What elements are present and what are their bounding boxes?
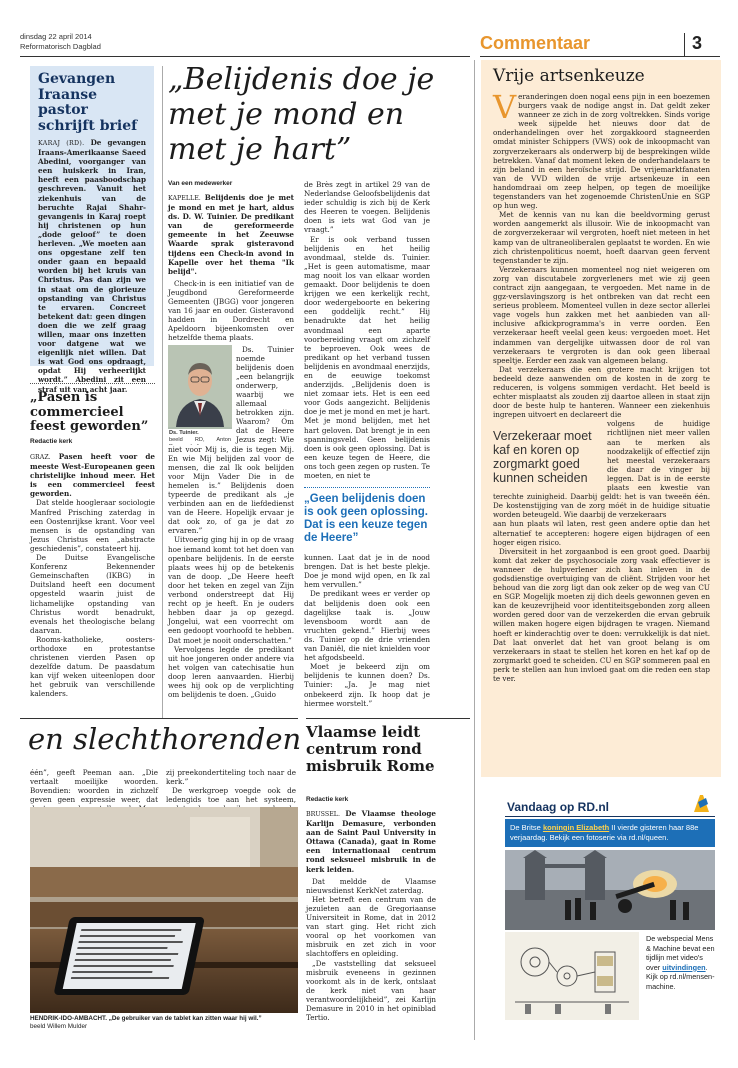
tablet-caption xyxy=(30,1015,300,1031)
tablet-photo xyxy=(30,807,298,1013)
commentaar-paragraph: eranderingen doen nogal eens pijn in een boezemen burgers vaak de nodige angst in. Dat geldt zeker wanneer ze zich in de zorg voltrekken. Sinds vorige week sijpelde het nieuws door dat de onderhandelingen over het zorgakkoord stagneerden omdat minister Schippers (VWS) ook de inkoopmacht van zorgverzekeraars als onderwerp bij de besprekingen wilde betrekken. Vanaf dat moment leken de onderhandelaars te zijn beland in een heroïsche strijd. De vrijemarktfanaten van de VVD wilden de vrije artsenkeuze in een handomdraai om zeep helpen, op tegen de moeilijke tegenstanders van het zogenoemde ChristenUnie en SGP op hun weg. xyxy=(493,92,710,211)
mid-rule-right xyxy=(306,718,470,719)
pasen-dateline: GRAZ. xyxy=(30,454,51,461)
pasen-headline: „Pasen is commercieel feest geworden” xyxy=(30,390,149,434)
vlaamse-dateline: BRUSSEL. xyxy=(306,811,340,818)
pasen-body xyxy=(30,452,155,699)
center-right-divider xyxy=(474,60,475,1040)
rdnl-side-post: . Kijk op rd.nl/mensen-machine. xyxy=(646,962,715,991)
masthead-divider xyxy=(684,33,685,57)
iran-box xyxy=(30,66,154,394)
photo-caption-credit: beeld RD, Anton xyxy=(169,436,231,443)
rdnl-uitvindingen-link[interactable]: uitvindingen xyxy=(662,962,706,972)
tablet-caption-credit: beeld Willem Mulder xyxy=(30,1023,88,1030)
belijdenis-paragraph: kunnen. Laat dat je in de nood brengen. Dat is het beste plekje. Doe je mond wijd open, en Ik zal hem vervullen.” xyxy=(304,553,430,590)
belijdenis-paragraph: de Brès zegt in artikel 29 van de Nederlandse Geloofsbelijdenis dat ieder schuldig is zich bij de Kerk des Heeren te voegen. Belijdenis doen is iets wat God van je vraagt.” xyxy=(304,180,430,235)
tower-bridge-graphic xyxy=(505,850,715,930)
iran-lead: De gevangen Iraans-Amerikaanse Saeed Abedini, voorganger van een huiskerk in Iran, heeft een paasboodschap geschreven. Vanuit het ziekenhuis van de beruchte Rajai Shahr-gevangenis in Karaj roept hij christenen op hun „dode geloof” te doen herleven. „We moeten aan ons opgestane zelf ten onder gaan en bepaald worden bij het kruis van Christus. Pas dan zijn we in staat om de glorieuze opstanding van Christus te ervaren. Concreet betekent dat: geen dingen doen die we zelf graag willen, maar ons inzetten voor datgene wat we eigenlijk niet willen. Dat is wat God ons opdraagt, opdat Hij verheerlijkt wordt.” Abedini zit een straf uit van acht jaar. xyxy=(38,138,146,394)
belijdenis-paragraph: Ds. Tuinier noemde belijdenis doen „een belangrijk onderwerp, waarbij we allemaal betrokken zijn. Waarom? Om dat de Heere Jezus zegt: Wie niet voor Mij is, die is tegen Mij. En wie Mij belijden zal voor de mensen, die zal Ik ook belijden voor Mijn Vader Die in de hemelen is.” Belijdenis doen typeerde de predikant als „je verbinden aan en de liefdedienst van de Heere. Hopelijk ervaar je dat ook zo, of ga je dat zo ervaren.” xyxy=(168,344,294,536)
rdnl-banner xyxy=(505,819,715,847)
rdnl-banner-post: II vierde gisteren haar 88e verjaardag. Bekijk een fotoserie via rd.nl/queen. xyxy=(510,823,699,842)
belijdenis-paragraph: Uitvoerig ging hij in op de vraag hoe iemand komt tot het doen van openbare belijdenis. In de eerste plaats wees hij op de betekenis van de doop. „De Heere heeft door het teken en zegel van Zijn verbond onderstreept dat Hij recht op je heeft. En je ouders hebben daar ja op gezegd. Jongelui, wat een voorrecht om een gedoopt voorhoofd te hebben. Dat moet je nooit onderschatten.” xyxy=(168,535,294,645)
iran-dateline: KARAJ (RD). xyxy=(38,140,85,147)
belijdenis-paragraph: Moet je bekeerd zijn om belijdenis te kunnen doen? Ds. Tuinier: „Ja. Je mag niet onbekeerd zijn. Ik hoop dat je hiermee worstelt.” xyxy=(304,662,430,708)
belijdenis-byline: Van een medewerker xyxy=(168,180,233,187)
iran-headline: Gevangen Iraanse pastor schrijft brief xyxy=(38,71,138,134)
rdnl-machine-photo xyxy=(505,932,639,1020)
top-rule xyxy=(20,56,470,57)
commentaar-body xyxy=(493,88,710,683)
pasen-dots xyxy=(30,383,155,384)
belijdenis-lead: Belijdenis doe je met je mond en met je hart, aldus ds. D. W. Tuinier. De predikant van de gereformeerde gemeente in het Zeeuwse Waarde sprak gisteravond tijdens een Check-in avond in Kapelle over het thema "Ik belijd". xyxy=(168,193,294,276)
photo-caption-name: Ds. Tuinier. xyxy=(169,429,199,436)
portrait-graphic xyxy=(168,345,232,427)
rdnl-title: Vandaag op RD.nl xyxy=(507,800,610,814)
masthead-paper: Reformatorisch Dagblad xyxy=(20,42,101,51)
pasen-lead: Pasen heeft voor de meeste West-Europeanen geen christelijke inhoud meer. Het is een commercieel feest geworden. xyxy=(30,452,155,499)
commentaar-paragraph: Met de kennis van nu kan die beeldvorming gerust worden aangemerkt als illusoir. Wie de inkoopmacht van de zorgverzekeraar wil vergroten, hoeft niet meteen in het kamp van de ultraneoliberalen geplaatst te worden. En wie zich christenpoliticus noemt, hoeft daarvan geen fervent tegenstander te zijn. xyxy=(493,210,710,265)
rdnl-rule xyxy=(505,816,715,817)
rdnl-photo xyxy=(505,850,715,930)
rdnl-side-text xyxy=(646,934,716,991)
commentaar-paragraph: aan hun plaats wil laten, rest geen andere optie dan het alternatief te accepteren: hogere eigen bijdragen of een hoger eigen risico. xyxy=(493,519,710,547)
rd-logo-graphic xyxy=(690,792,712,814)
commentaar-box xyxy=(481,60,721,777)
left-column-divider xyxy=(162,66,163,718)
belijdenis-pullquote: „Geen belijdenis doen is ook geen oplossing. Dat is een keuze tegen de Heere” xyxy=(304,487,430,545)
section-title: Commentaar xyxy=(480,33,591,53)
tablet-caption-place: HENDRIK-IDO-AMBACHT. xyxy=(30,1015,107,1022)
belijdenis-paragraph: De predikant wees er verder op dat belijdenis doen ook een dagelijkse taak is. „Jouw levensboom wordt aan de vruchten gekend.” Hierbij wees ds. Tuinier op de drie vrienden van Daniël, die niet knielden voor het afgodsbeeld. xyxy=(304,589,430,663)
rdnl-side-pre: De webspecial Mens & Machine bevat een tijdlijn met video's over xyxy=(646,934,715,972)
pasen-paragraph: De Duitse Evangelische Konferenz Bekennender Gemeinschaften (IKBG) in Duitsland heeft een document opgesteld waarin juist de lichamelijke opstanding van Christus wordt benadrukt, evenals het theologische belang daarvan. xyxy=(30,553,155,635)
pasen-paragraph: Dat stelde hoogleraar sociologie Manfred Prisching zaterdag in een Oostenrijkse krant. Voor veel mensen is de opstanding van Jezus Christus een „abstracte geschiedenis”, constateert hij. xyxy=(30,498,155,553)
belijdenis-paragraph: Check-in is een initiatief van de Jeugdbond Gereformeerde Gemeenten (JBGG) voor jongeren van 16 jaar en ouder. Gisteravond hadden in Dordrecht en Apeldoorn bijeenkomsten over hetzelfde thema plaats. xyxy=(168,278,294,343)
rdnl-banner-pre: De Britse xyxy=(510,823,543,832)
rdnl-queen-link[interactable]: koningin Elizabeth xyxy=(542,823,610,832)
machine-cartoon-graphic xyxy=(505,932,639,1020)
mid-rule xyxy=(20,718,298,719)
vlaamse-paragraph: Dat meldde de Vlaamse nieuwsdienst KerkNet zaterdag. xyxy=(306,876,436,895)
slecht-col1: één”, geeft Peeman aan. „Die vertaalt moeilijke woorden. Bovendien: woorden in zichzelf geven geen expressie weer, dat xyxy=(30,768,158,805)
slecht-paragraph: De werkgroep voegde ook de ledengids toe aan het systeem, xyxy=(166,786,296,805)
rdnl-logo-icon xyxy=(690,792,712,814)
vlaamse-body xyxy=(306,809,436,1022)
pasen-byline: Redactie kerk xyxy=(30,438,73,445)
pasen-paragraph: Rooms-katholieke, oosters-orthodoxe en protestantse christenen vierden Pasen op dezelfde datum. De paasdatum kan vijf weken uiteenlopen door het gebruik van verschillende kalenders. xyxy=(30,634,155,699)
vlaamse-paragraph: Het betreft een centrum van de jezuïeten aan de Gregoriaanse Universiteit in Rome, dat in 2012 van start ging. Het richt zich vooral op het voorkomen van misbruik en zet zich in voor slachtoffers en opleiding. xyxy=(306,894,436,959)
masthead-date: dinsdag 22 april 2014 xyxy=(20,32,92,41)
belijdenis-col2 xyxy=(304,180,430,708)
vlaamse-headline: Vlaamse leidt centrum rond misbruik Rome xyxy=(306,723,435,775)
vlaamse-paragraph: „De vaststelling dat seksueel misbruik eveneens in gezinnen voorkomt als in de kerk, ontslaat de kerk niet van haar verantwoordelijkheid”, zei Karlijn Demasure in 2010 in het opiniblad Tertio. xyxy=(306,958,436,1023)
belijdenis-dateline: KAPELLE. xyxy=(168,195,201,202)
commentaar-paragraph: Dat verzekeraars die een grotere macht krijgen tot bedeeld deze aanwenden om de kosten in de zorg te reduceren, is volgens sommigen verdacht. Het beeld is echter misplaatst als zouden zij daartoe alleen in staat zijn door de beste hulp te hanteren. Wanneer een ziekenhuis ingrepen uitvoert en declareert die xyxy=(493,364,710,420)
page-number: 3 xyxy=(692,33,703,53)
tablet-caption-text: „De gebruiker van de tablet kan zitten waar hij wil.” xyxy=(108,1015,262,1022)
belijdenis-paragraph: Vervolgens legde de predikant uit hoe jongeren onder andere via het volgen van catechisatie hun doop leren aanvaarden. Hierbij wees hij ook op de verplichting om belijdenis te doen. „Guido xyxy=(168,644,294,700)
belijdenis-headline: „Belijdenis doe je met je mond en met je hart” xyxy=(168,62,435,167)
belijdenis-col1 xyxy=(168,193,294,699)
vlaamse-byline: Redactie kerk xyxy=(306,796,349,803)
commentaar-paragraph: Diversiteit in het zorgaanbod is een groot goed. Daarbij komt dat zeker de psychosociale zorg vaak effectiever is wanneer de hulpverlener zich kan inleven in de godsdienstige overtuiging van de cliënt. Strijden voor het behoud van die zorg ligt dan ook zeker op de weg van CU en SGP. Mogelijk moeten zij dich deels gewonnen geven en kan de keuzevrijheid voor identiteitsgebonden zorg alleen worden gered door van de verzekerden die ervan gebruik willen maken hogere eigen bijdragen te vragen. Niemand hoeft er kinderachtig over te doen: verrukkelijk is dat niet. Dat laat onverlet dat het van groot belang is om verzekeraars in staat te stellen het koren en het kaf op de zorgmarkt goed te scheiden. CU en SGP sommeren paal en perk te stellen aan hun invloed gaat om die reden een stap te ver. xyxy=(493,546,710,683)
commentaar-paragraph: volgens de huidige richtlijnen niet meer vallen aan te merken als noodzakelijk of effectief zijn het meestal verzekeraars die daar de vinger bij leggen. Dat is in de eerste plaats een kwestie van terechte zuinigheid. Daarbij geldt: het is van tweeën één. De kostenstijging van de zorg móét in de huidige situatie worden beteugeld. Wie daarbij de verzekeraars xyxy=(493,419,710,520)
photo-tuinier xyxy=(168,345,232,445)
slecht-paragraph: zij preekondertiteling toch naar de kerk.” xyxy=(166,768,296,787)
top-rule-right xyxy=(480,56,720,57)
iran-text xyxy=(38,138,146,394)
commentaar-pullquote: Verzekeraar moet kaf en koren op zorgmarkt goed kunnen scheiden xyxy=(493,429,592,486)
vlaamse-lead: De Vlaamse theologe Karlijn Demasure, verbonden aan de Saint Paul University in Ottawa (Canada), gaat in Rome een internationaal centrum rond seksueel misbruik in de kerk leiden. xyxy=(306,809,436,874)
belijdenis-paragraph: Er is ook verband tussen belijdenis en het heilig avondmaal, stelde ds. Tuinier. „Het is geen automatisme, maar mag nooit los van elkaar worden gemaakt. Door belijdenis te doen krijgen we een kerkelijk recht, door wedergeboorte en bekering een goddelijk recht.” Hij benadrukte dat het heilig avondmaal een aparte voorbereiding vraagt om zichzelf te beproeven. Ook wees de predikant op het verband tussen belijdenis en avondmaal enerzijds, en de eeuwige toekomst anderzijds. „Belijdenis doen is niet zomaar iets. Het is een eed voor Gods aangezicht. Belijdenis doe je met je mond en met je hart. Met je mond belijden, met het hart geloven. Dat brengt je in een spanningsveld. Geen belijdenis doen is ook geen oplossing. Dat is een keuze tegen de Heere, die ons toch geen zegen op rusten. Te moeten, en niet te xyxy=(304,234,430,480)
slecht-headline: en slechthorenden xyxy=(28,722,302,756)
commentaar-dropcap: V xyxy=(493,88,517,126)
commentaar-paragraph: Verzekeraars kunnen momenteel nog niet weigeren om zorg van discutabele zorgverleners met wie zij geen contract zijn aangegaan, te vergoeden. Met name in de ggz-verslavingszorg is het ontbreken van dat recht een serieus probleem. Momenteel vullen in deze sector allerlei vage vogels hun zakken met het aanbieden van all-inclusive afkickprogramma's in verre oorden. Een verzekeraar heeft veelal geen keus: vergoeden moet. Het indammen van dergelijke uitwassen door de rol van verzekeraars te vergroten is dan ook geen liberaal speeltje. Eerder een zaak van algemeen belang. xyxy=(493,264,710,365)
commentaar-headline: Vrije artsenkeuze xyxy=(493,66,645,86)
church-tablet-graphic xyxy=(30,807,298,1013)
